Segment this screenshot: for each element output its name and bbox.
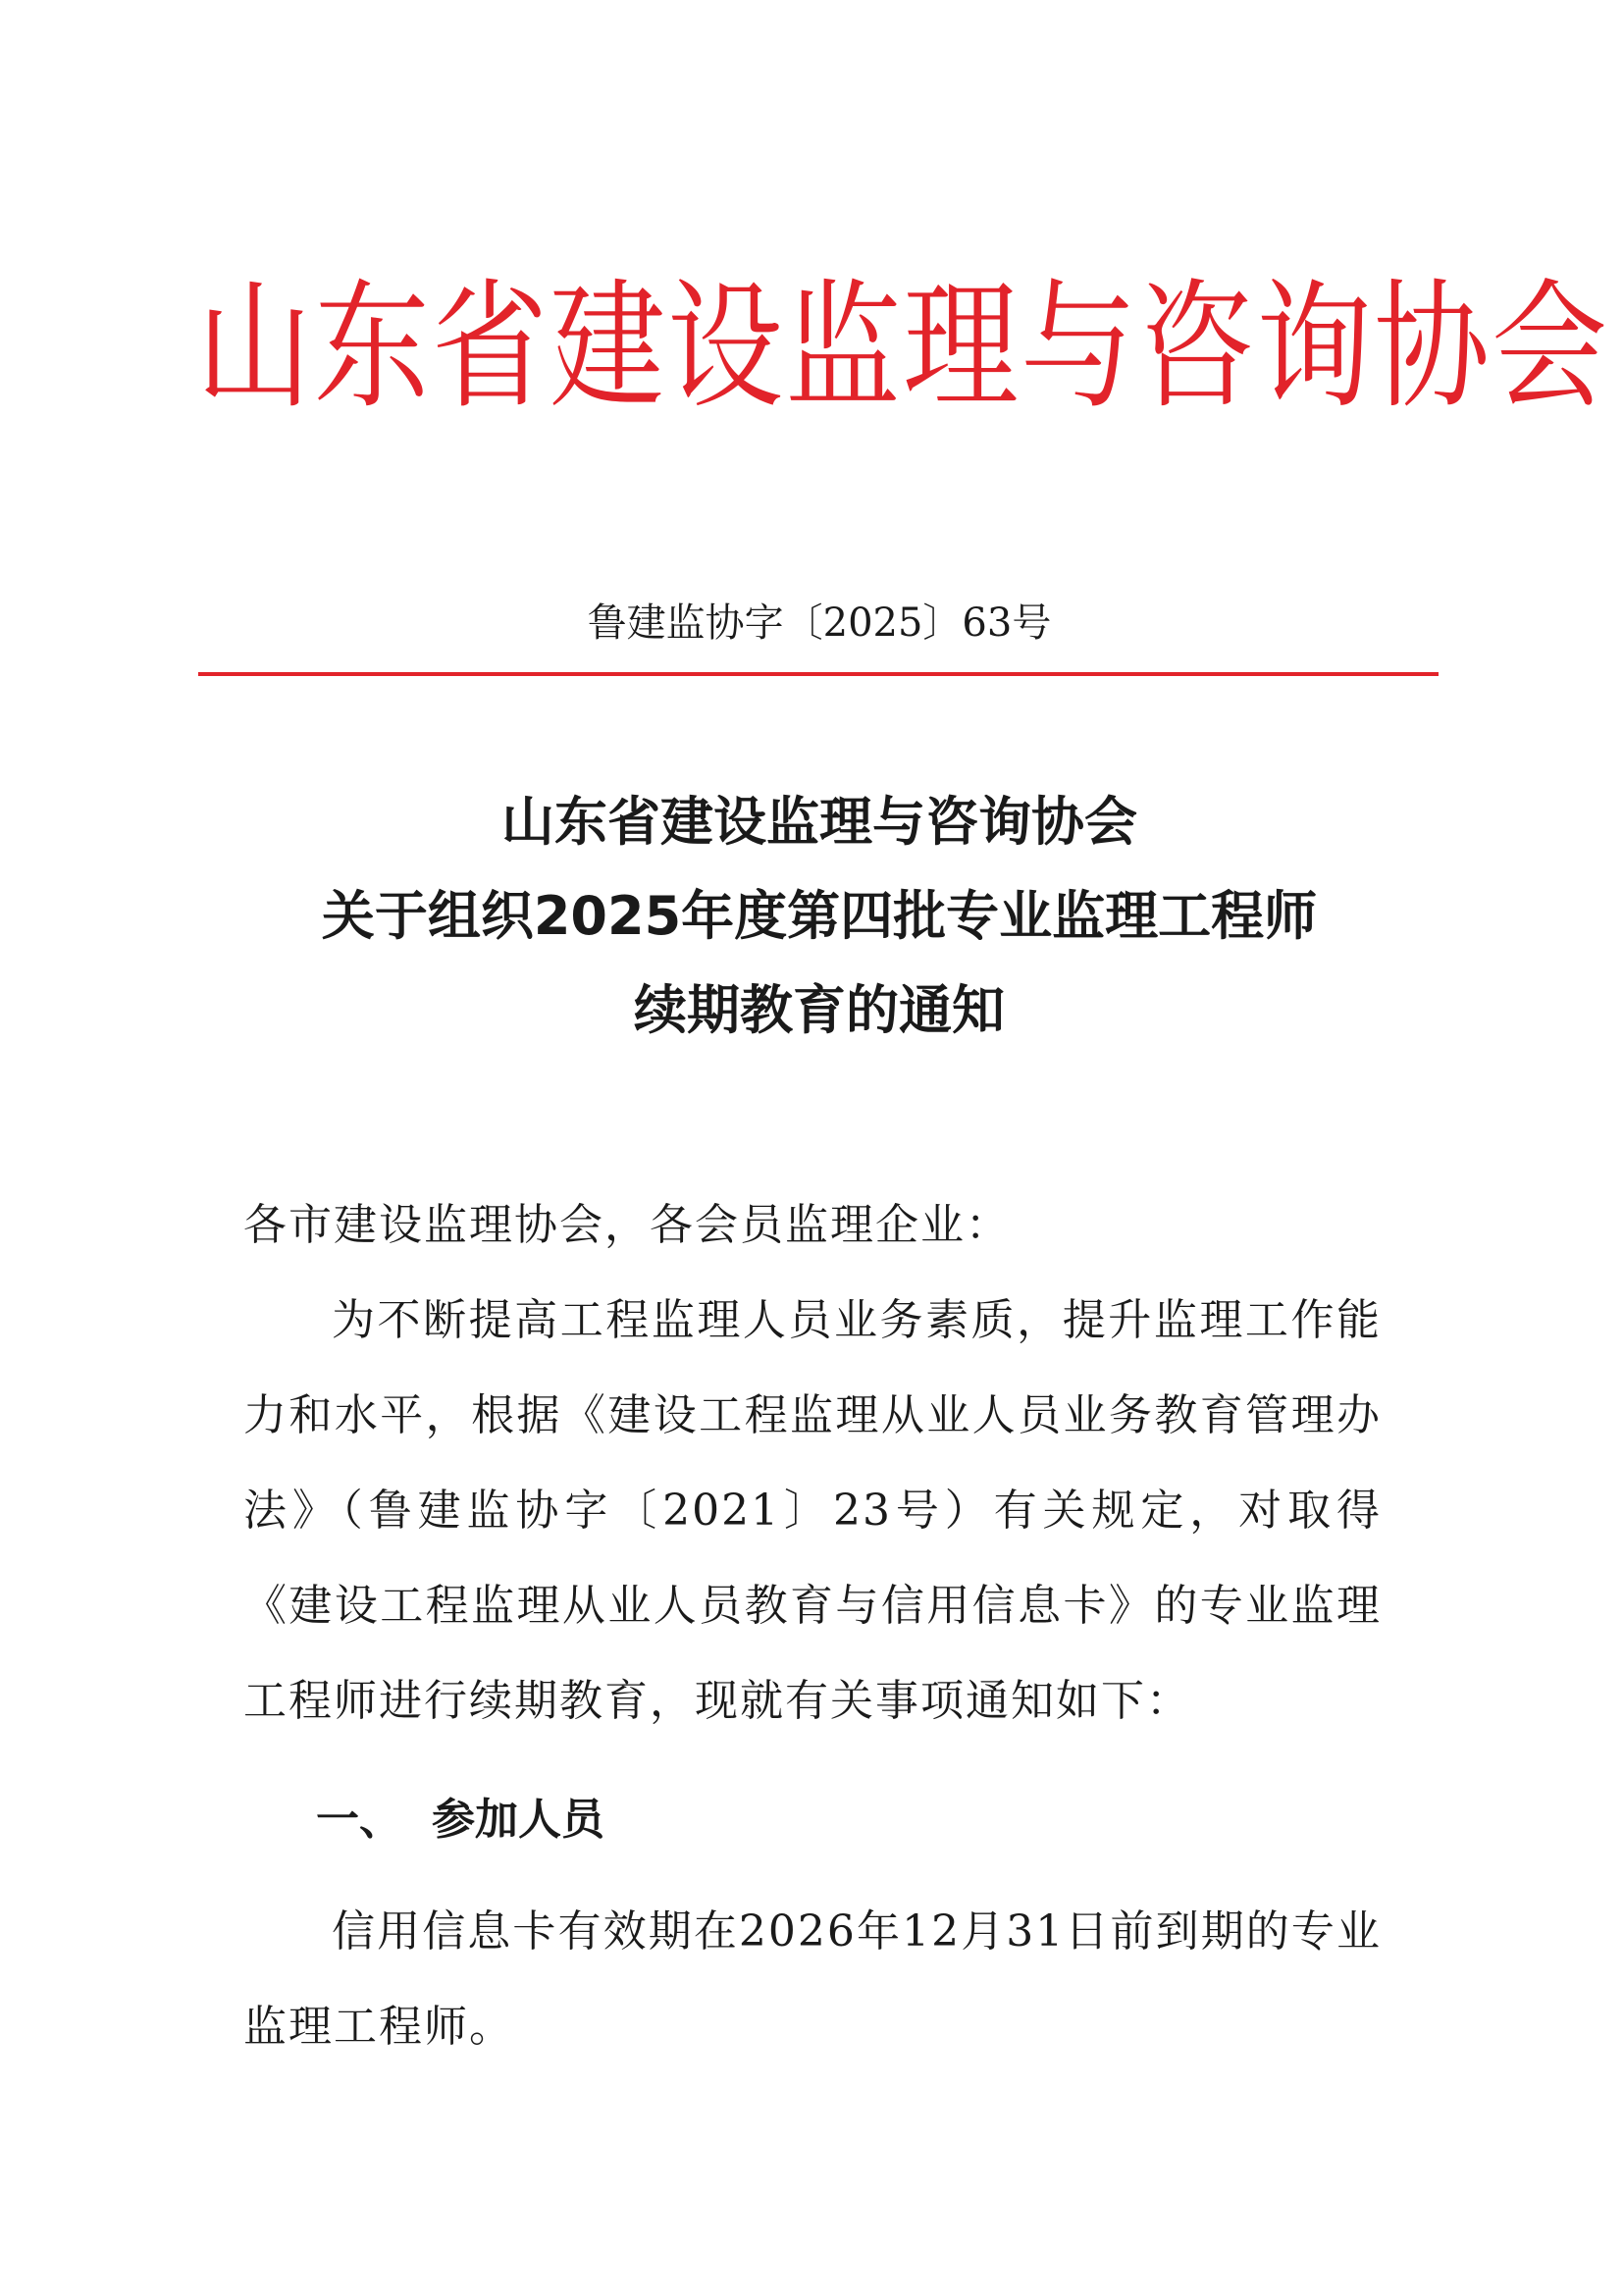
section-1-title: 参加人员: [432, 1795, 604, 1845]
salutation: 各市建设监理协会，各会员监理企业：: [243, 1200, 1011, 1250]
letterhead-org-name: 山东省建设监理与咨询协会: [196, 265, 1610, 428]
document-title: [196, 775, 1442, 1058]
title-line-3: 续期教育的通知: [634, 979, 1005, 1041]
title-line-1: 山东省建设监理与咨询协会: [501, 791, 1137, 853]
section-1-number: 一、: [316, 1795, 402, 1845]
section-1-paragraph: 信用信息卡有效期在2026年12月31日前到期的专业监理工程师。: [243, 1906, 1382, 2052]
intro-paragraph: 为不断提高工程监理人员业务素质，提升监理工作能力和水平，根据《建设工程监理从业人员业务教育管理办法》（鲁建监协字〔2021〕23号）有关规定，对取得《建设工程监理从业人员教育与信用信息卡》的专业监理工程师进行续期教育，现就有关事项通知如下：: [243, 1295, 1382, 1726]
section-1-heading: [316, 1772, 604, 1867]
red-separator-line: [198, 672, 1439, 676]
document-number: 鲁建监协字〔2025〕63号: [587, 600, 1052, 646]
title-line-2: 关于组织2025年度第四批专业监理工程师: [321, 885, 1318, 947]
